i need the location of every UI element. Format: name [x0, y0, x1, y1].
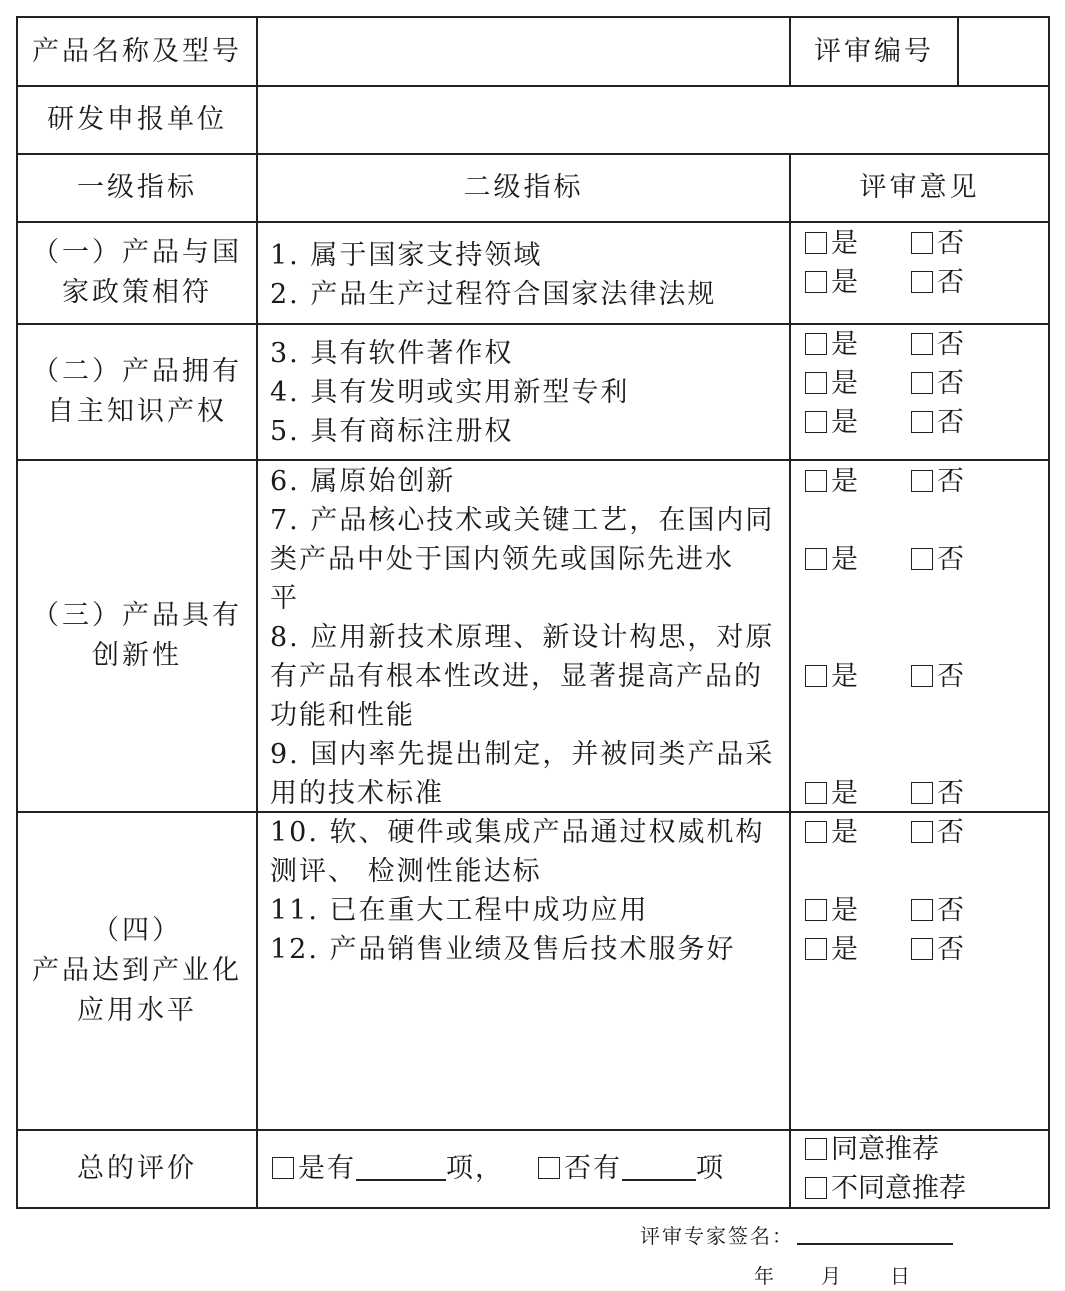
expert-signature-blank[interactable]: [797, 1219, 953, 1245]
expert-signature-label: 评审专家签名：: [640, 1224, 794, 1248]
option-yes[interactable]: 是: [805, 540, 858, 579]
criterion-line: 5. 具有商标注册权: [270, 416, 514, 447]
checkbox[interactable]: [805, 271, 827, 293]
option-yes[interactable]: 是: [805, 325, 858, 364]
checkbox-no-count[interactable]: [538, 1157, 560, 1179]
column-header-level1: 一级指标: [77, 172, 197, 203]
option-no[interactable]: 否: [911, 224, 964, 263]
option-no[interactable]: 否: [911, 462, 964, 501]
checkbox[interactable]: [911, 899, 933, 921]
criterion-line: 9. 国内率先提出制定，并被同类产品采: [270, 739, 775, 770]
checkbox[interactable]: [805, 1138, 827, 1160]
level1-label-line: （四）: [92, 915, 182, 946]
checkbox[interactable]: [911, 271, 933, 293]
option-yes[interactable]: 是: [805, 930, 858, 969]
level1-label-line: 自主知识产权: [47, 396, 227, 427]
option-yes[interactable]: 是: [805, 364, 858, 403]
date-day: 日: [890, 1264, 912, 1288]
review-number-field[interactable]: [959, 18, 1048, 85]
option-no[interactable]: 否: [911, 657, 964, 696]
checkbox[interactable]: [911, 548, 933, 570]
summary-count: [272, 1149, 725, 1188]
level1-label-line: 应用水平: [77, 995, 197, 1026]
criterion-line: 10. 软、硬件或集成产品通过权威机构: [270, 817, 765, 848]
option-no[interactable]: 否: [911, 403, 964, 442]
checkbox[interactable]: [805, 938, 827, 960]
criterion-line: 有产品有根本性改进，显著提高产品的: [270, 661, 763, 692]
checkbox[interactable]: [805, 821, 827, 843]
recommend-disagree-option[interactable]: [805, 1169, 966, 1208]
criterion-line: 7. 产品核心技术或关键工艺，在国内同: [270, 505, 775, 536]
agree-label: 同意推荐: [831, 1134, 939, 1165]
date-year: 年: [754, 1264, 776, 1288]
checkbox[interactable]: [911, 665, 933, 687]
option-no[interactable]: 否: [911, 364, 964, 403]
no-count-blank[interactable]: [622, 1155, 696, 1181]
product-name-label: 产品名称及型号: [32, 35, 242, 67]
criterion-line: 3. 具有软件著作权: [270, 338, 514, 369]
applicant-label: 研发申报单位: [47, 104, 227, 135]
criterion-line: 11. 已在重大工程中成功应用: [270, 895, 649, 926]
review-number-label: 评审编号: [814, 35, 934, 67]
checkbox[interactable]: [805, 333, 827, 355]
table-border: [1048, 16, 1050, 1209]
criterion-line: 8. 应用新技术原理、新设计构思，对原: [270, 622, 775, 653]
option-yes[interactable]: 是: [805, 263, 858, 302]
option-no[interactable]: 否: [911, 540, 964, 579]
checkbox[interactable]: [911, 411, 933, 433]
checkbox[interactable]: [911, 821, 933, 843]
column-header-opinion: 评审意见: [859, 172, 980, 203]
checkbox[interactable]: [805, 782, 827, 804]
disagree-label: 不同意推荐: [831, 1173, 966, 1204]
checkbox[interactable]: [911, 470, 933, 492]
no-count-prefix: 否有: [564, 1153, 622, 1184]
applicant-field[interactable]: [258, 87, 1048, 153]
criterion-line: 1. 属于国家支持领域: [270, 240, 543, 271]
criterion-line: 平: [270, 583, 299, 614]
criterion-line: 类产品中处于国内领先或国际先进水: [270, 544, 734, 575]
level1-cell: [18, 461, 256, 811]
checkbox[interactable]: [911, 938, 933, 960]
checkbox[interactable]: [911, 372, 933, 394]
checkbox[interactable]: [805, 411, 827, 433]
level1-label-line: （一）产品与国: [32, 237, 242, 268]
option-yes[interactable]: 是: [805, 403, 858, 442]
yes-count-prefix: 是有: [298, 1153, 356, 1184]
criterion-line: 用的技术标准: [270, 778, 444, 809]
summary-label: 总的评价: [77, 1153, 197, 1184]
criterion-line: 测评、 检测性能达标: [270, 856, 542, 887]
option-yes[interactable]: 是: [805, 891, 858, 930]
level1-cell: [18, 223, 256, 323]
level1-label-line: 产品达到产业化: [32, 955, 242, 986]
option-yes[interactable]: 是: [805, 462, 858, 501]
option-no[interactable]: 否: [911, 813, 964, 852]
checkbox[interactable]: [805, 665, 827, 687]
option-yes[interactable]: 是: [805, 774, 858, 813]
checkbox[interactable]: [805, 548, 827, 570]
column-header-level2: 二级指标: [463, 172, 584, 203]
level1-label-line: （二）产品拥有: [32, 356, 242, 387]
criterion-line: 4. 具有发明或实用新型专利: [270, 377, 630, 408]
checkbox[interactable]: [911, 232, 933, 254]
yes-count-blank[interactable]: [356, 1155, 446, 1181]
criterion-line: 2. 产品生产过程符合国家法律法规: [270, 279, 717, 310]
checkbox[interactable]: [911, 333, 933, 355]
level1-cell: [18, 325, 256, 459]
option-yes[interactable]: 是: [805, 813, 858, 852]
option-no[interactable]: 否: [911, 325, 964, 364]
checkbox[interactable]: [805, 372, 827, 394]
yes-count-suffix: 项，: [446, 1153, 504, 1184]
option-no[interactable]: 否: [911, 263, 964, 302]
criterion-line: 功能和性能: [270, 700, 415, 731]
checkbox[interactable]: [911, 782, 933, 804]
column-divider: [789, 153, 791, 1209]
product-name-field[interactable]: [258, 18, 789, 85]
date-month: 月: [821, 1264, 843, 1288]
level1-cell: [18, 813, 256, 1129]
checkbox[interactable]: [805, 1177, 827, 1199]
option-no[interactable]: 否: [911, 774, 964, 813]
criterion-line: 6. 属原始创新: [270, 466, 456, 497]
checkbox-yes-count[interactable]: [272, 1157, 294, 1179]
review-form-table: [16, 16, 1050, 1209]
level1-label-line: 家政策相符: [62, 277, 212, 308]
checkbox[interactable]: [805, 899, 827, 921]
no-count-suffix: 项: [696, 1153, 725, 1184]
level1-label-line: （三）产品具有: [32, 600, 242, 631]
checkbox[interactable]: [805, 232, 827, 254]
checkbox[interactable]: [805, 470, 827, 492]
option-no[interactable]: 否: [911, 891, 964, 930]
option-yes[interactable]: 是: [805, 657, 858, 696]
option-no[interactable]: 否: [911, 930, 964, 969]
criterion-line: 12. 产品销售业绩及售后技术服务好: [270, 934, 736, 965]
recommend-agree-option[interactable]: [805, 1130, 939, 1169]
level1-label-line: 创新性: [92, 640, 182, 671]
option-yes[interactable]: 是: [805, 224, 858, 263]
